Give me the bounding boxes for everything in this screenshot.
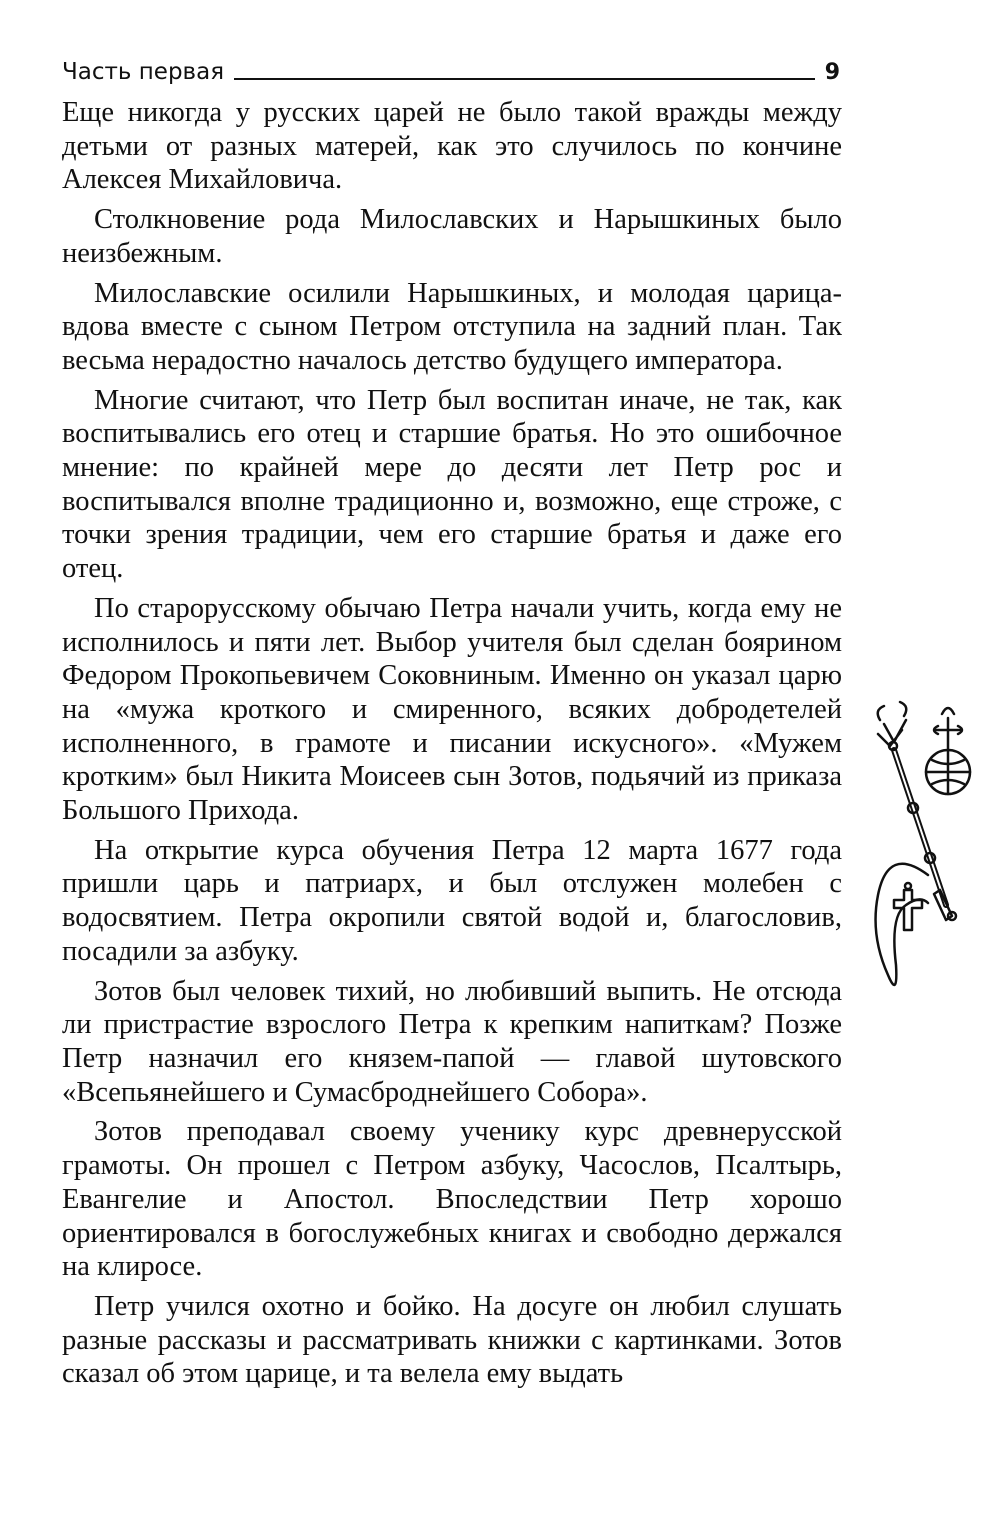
page-number: 9	[824, 60, 840, 85]
paragraph-7: Зотов был человек тихий, но любивший выпить. Не отсюда ли пристрастие взрослого Петра к крепким напиткам? Позже Петр назначил его князем-папой — главой шутовского «Всепьянейшего и Сумасброднейшего Собора».	[62, 975, 842, 1108]
running-head	[62, 48, 840, 84]
body-text	[62, 96, 842, 1397]
section-title: Часть первая	[62, 59, 225, 85]
paragraph-9: Петр учился охотно и бойко. На досуге он любил слушать разные рассказы и рассматривать книжки с картинками. Зотов сказал об этом царице, и та велела ему выдать	[62, 1290, 842, 1390]
paragraph-4: Многие считают, что Петр был воспитан иначе, не так, как воспитывались его отец и старшие братья. Но это ошибочное мнение: по крайней мере до десяти лет Петр рос и воспитывался вполне традиционно и, возможно, еще строже, с точки зрения традиции, чем его старшие братья и даже его отец.	[62, 384, 842, 585]
paragraph-2: Столкновение рода Милославских и Нарышкиных было неизбежным.	[62, 204, 842, 269]
paragraph-8: Зотов преподавал своему ученику курс древнерусской грамоты. Он прошел с Петром азбуку, Часослов, Псалтырь, Евангелие и Апостол. Впоследствии Петр хорошо ориентировался в богослужебных книгах и свободно держался на клиросе.	[62, 1116, 842, 1283]
paragraph-6: На открытие курса обучения Петра 12 марта 1677 года пришли царь и патриарх, и был отслужен молебен с водосвятием. Петра окропили святой водой и, благословив, посадили за азбуку.	[62, 834, 842, 967]
scepter-orb-cross-icon	[858, 690, 988, 1020]
header-rule	[234, 78, 815, 80]
paragraph-1: Еще никогда у русских царей не было такой вражды между детьми от разных матерей, как это случилось по кончине Алексея Михайловича.	[62, 97, 842, 196]
paragraph-5: По старорусскому обычаю Петра начали учить, когда ему не исполнилось и пяти лет. Выбор учителя был сделан боярином Федором Прокопьевичем Соковниным. Именно он указал царю на «мужа кроткого и смиренного, всяких добродетелей исполненного, в грамоте и писании искусного». «Мужем кротким» был Никита Моисеев сын Зотов, подьячий из приказа Большого Прихода.	[62, 592, 842, 827]
paragraph-3: Милославские осилили Нарышкиных, и молодая царица-вдова вместе с сыном Петром отступила на задний план. Так весьма нерадостно началось детство будущего императора.	[62, 277, 842, 376]
